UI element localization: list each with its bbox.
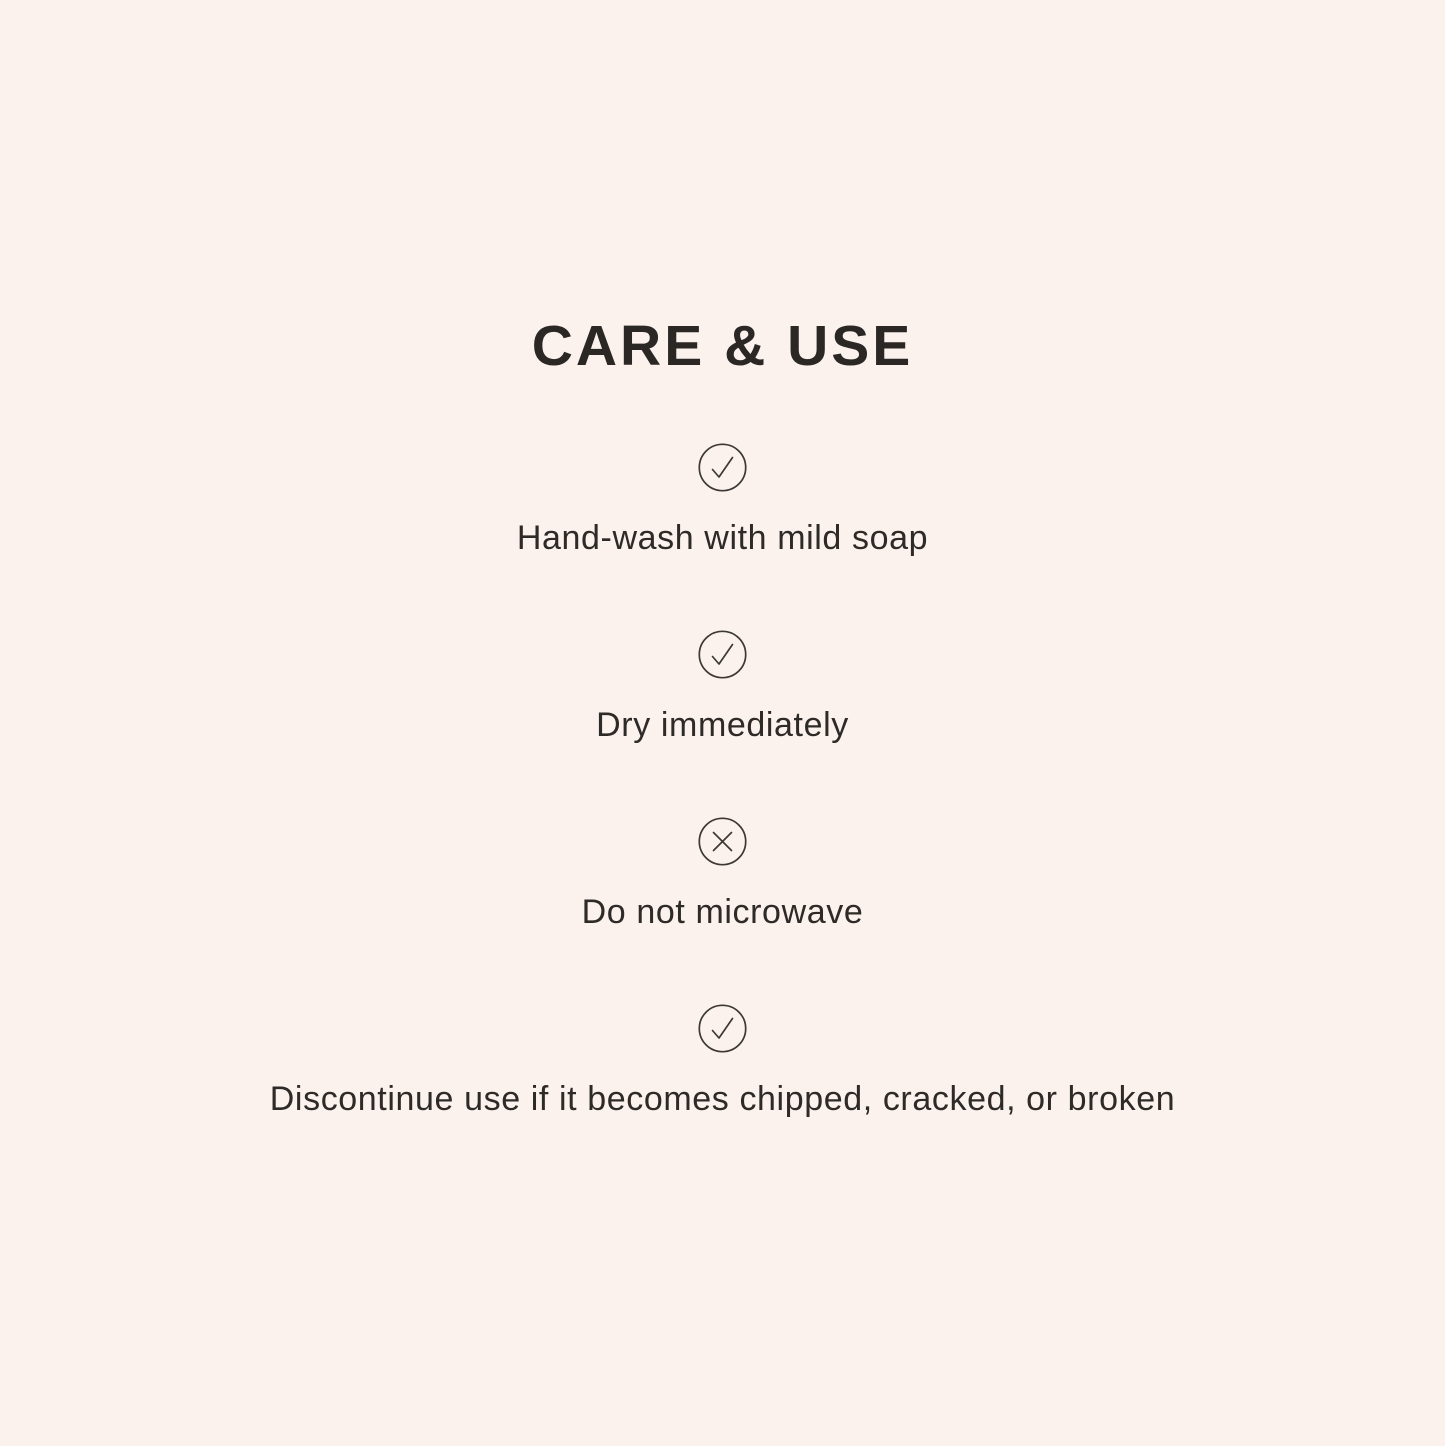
cross-circle-icon (698, 817, 747, 866)
care-item-dry (596, 630, 849, 746)
check-circle-icon (698, 1004, 747, 1053)
care-item-discontinue (270, 1004, 1175, 1120)
care-item-label: Do not microwave (581, 893, 864, 931)
page-title: CARE & USE (531, 314, 914, 378)
care-item-label: Hand-wash with mild soap (516, 519, 929, 557)
care-item-label: Dry immediately (596, 706, 849, 744)
care-item-no-microwave (582, 817, 864, 933)
care-item-hand-wash (517, 443, 928, 559)
check-circle-icon (698, 630, 747, 679)
care-item-label: Discontinue use if it becomes chipped, cracked, or broken (269, 1080, 1176, 1118)
check-circle-icon (698, 443, 747, 492)
